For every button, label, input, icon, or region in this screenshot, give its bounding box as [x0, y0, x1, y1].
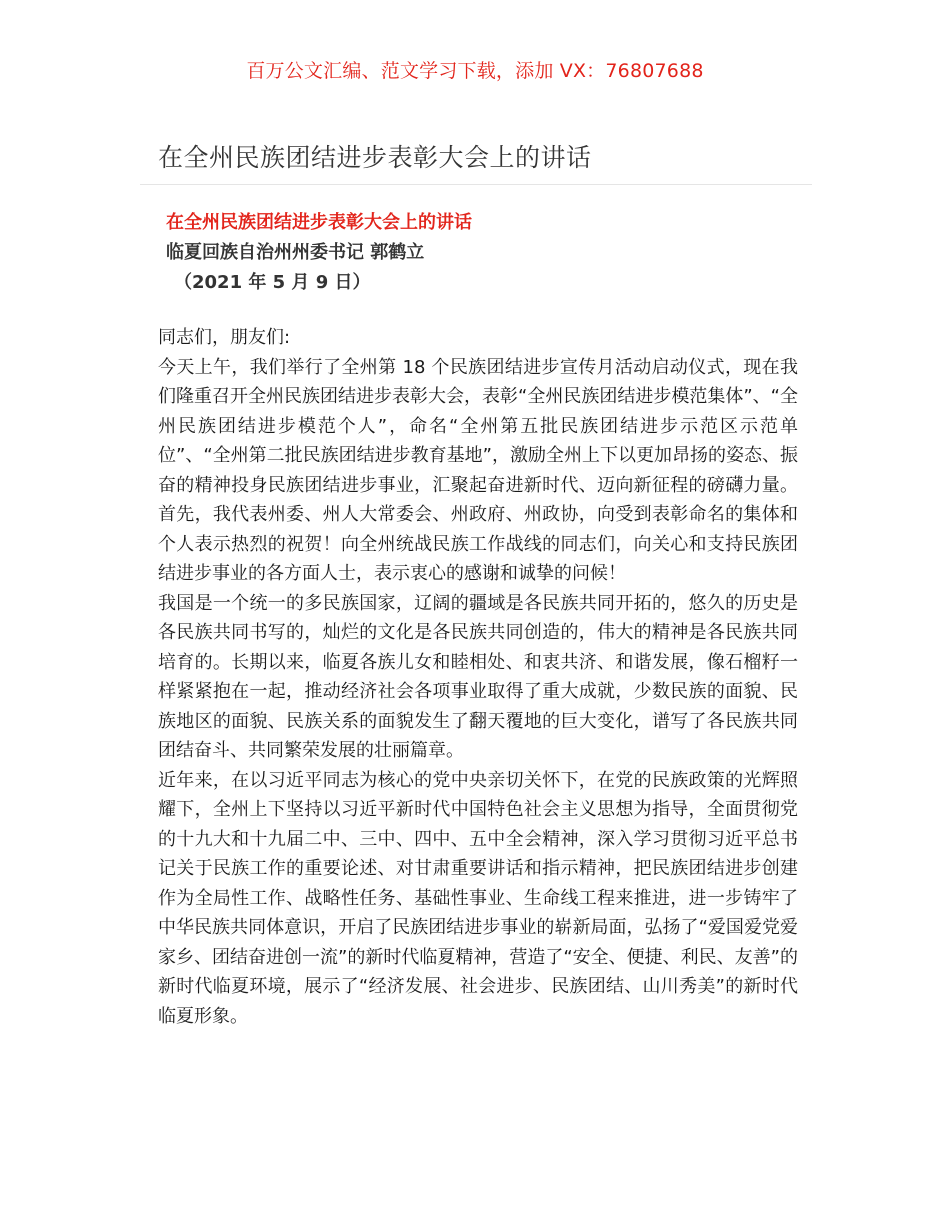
article-body [158, 323, 798, 1031]
page-title: 在全州民族团结进步表彰大会上的讲话 [158, 143, 592, 172]
watermark-banner: 百万公文汇编、范文学习下载，添加 VX：76807688 [246, 60, 704, 82]
article-date: （2021 年 5 月 9 日） [174, 272, 371, 293]
article-meta [166, 208, 472, 298]
title-divider [140, 184, 812, 185]
paragraph-3: 近年来，在以习近平同志为核心的党中央亲切关怀下，在党的民族政策的光辉照耀下，全州上下坚持以习近平新时代中国特色社会主义思想为指导，全面贯彻党的十九大和十九届二中、三中、四中、五中全会精神，深入学习贯彻习近平总书记关于民族工作的重要论述、对甘肃重要讲话和指示精神，把民族团结进步创建作为全局性工作、战略性任务、基础性事业、生命线工程来推进，进一步铸牢了中华民族共同体意识，开启了民族团结进步事业的崭新局面，弘扬了“爱国爱党爱家乡、团结奋进创一流”的新时代临夏精神，营造了“安全、便捷、利民、友善”的新时代临夏环境，展示了“经济发展、社会进步、民族团结、山川秀美”的新时代临夏形象。 [158, 769, 798, 1027]
article-author: 临夏回族自治州州委书记 郭鹤立 [166, 242, 425, 263]
article-heading: 在全州民族团结进步表彰大会上的讲话 [166, 212, 472, 233]
salutation: 同志们，朋友们: [158, 327, 291, 348]
paragraph-1: 今天上午，我们举行了全州第 18 个民族团结进步宣传月活动启动仪式，现在我们隆重召开全州民族团结进步表彰大会，表彰“全州民族团结进步模范集体”、“全州民族团结进步模范个人”，命名“全州第五批民族团结进步示范区示范单位”、“全州第二批民族团结进步教育基地”，激励全州上下以更加昂扬的姿态、振奋的精神投身民族团结进步事业，汇聚起奋进新时代、迈向新征程的磅礴力量。首先，我代表州委、州人大常委会、州政府、州政协，向受到表彰命名的集体和个人表示热烈的祝贺！向全州统战民族工作战线的同志们，向关心和支持民族团结进步事业的各方面人士，表示衷心的感谢和诚挚的问候！ [158, 356, 798, 584]
paragraph-2: 我国是一个统一的多民族国家，辽阔的疆域是各民族共同开拓的，悠久的历史是各民族共同书写的，灿烂的文化是各民族共同创造的，伟大的精神是各民族共同培育的。长期以来，临夏各族儿女和睦相处、和衷共济、和谐发展，像石榴籽一样紧紧抱在一起，推动经济社会各项事业取得了重大成就，少数民族的面貌、民族地区的面貌、民族关系的面貌发生了翻天覆地的巨大变化，谱写了各民族共同团结奋斗、共同繁荣发展的壮丽篇章。 [158, 592, 798, 761]
